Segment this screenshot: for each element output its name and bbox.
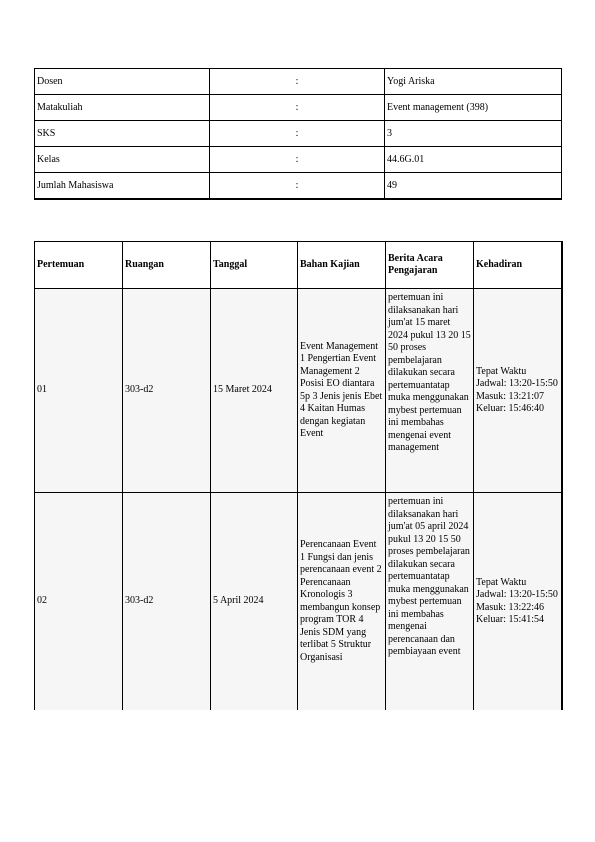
info-value: Event management (398) xyxy=(385,95,562,121)
cell-ruangan: 303-d2 xyxy=(123,493,211,711)
cell-kehadiran xyxy=(474,289,562,493)
info-label: SKS xyxy=(35,121,210,147)
info-value: 49 xyxy=(385,173,562,200)
cell-kehadiran xyxy=(474,493,562,711)
cell-berita-acara: pertemuan ini dilaksanakan hari jum'at 05 april 2024 pukul 13 20 15 50 proses pembelajaran dilakukan secara pertemuantatap muka menggunakan mybest pertemuan ini membahas mengenai perencanaan dan pembiayaan event xyxy=(386,493,474,711)
cell-bahan-kajian: Perencanaan Event 1 Fungsi dan jenis perencanaan event 2 Perencanaan Kronologis 3 membangun konsep program TOR 4 Jenis SDM yang terlibat 5 Struktur Organisasi xyxy=(298,493,386,711)
info-separator: : xyxy=(210,69,385,95)
info-label: Kelas xyxy=(35,147,210,173)
header-pertemuan: Pertemuan xyxy=(35,242,123,289)
header-tanggal: Tanggal xyxy=(211,242,298,289)
kehadiran-jadwal: Jadwal: 13:20-15:50 xyxy=(476,378,558,389)
cell-pertemuan: 01 xyxy=(35,289,123,493)
info-label: Dosen xyxy=(35,69,210,95)
info-row-dosen xyxy=(35,69,562,95)
info-label: Matakuliah xyxy=(35,95,210,121)
info-separator: : xyxy=(210,147,385,173)
cell-ruangan: 303-d2 xyxy=(123,289,211,493)
info-value: 44.6G.01 xyxy=(385,147,562,173)
table-row xyxy=(35,493,562,711)
info-row-sks xyxy=(35,121,562,147)
kehadiran-status: Tepat Waktu xyxy=(476,365,527,377)
info-separator: : xyxy=(210,95,385,121)
cell-tanggal: 15 Maret 2024 xyxy=(211,289,298,493)
info-value: Yogi Ariska xyxy=(385,69,562,95)
cell-berita-acara: pertemuan ini dilaksanakan hari jum'at 15 maret 2024 pukul 13 20 15 50 proses pembelajaran dilakukan secara pertemuantatap muka menggunakan mybest pertemuan ini membahas mengenai event management xyxy=(386,289,474,493)
kehadiran-masuk: Masuk: 13:22:46 xyxy=(476,601,545,613)
kehadiran-masuk: Masuk: 13:21:07 xyxy=(476,390,545,402)
info-row-matakuliah xyxy=(35,95,562,121)
header-bahan-kajian: Bahan Kajian xyxy=(298,242,386,289)
header-kehadiran: Kehadiran xyxy=(474,242,562,289)
kehadiran-keluar: Keluar: 15:41:54 xyxy=(476,614,545,625)
course-info-table xyxy=(34,68,562,200)
kehadiran-keluar: Keluar: 15:46:40 xyxy=(476,403,545,414)
attendance-table xyxy=(34,241,563,710)
table-row xyxy=(35,289,562,493)
info-value: 3 xyxy=(385,121,562,147)
table-header-row xyxy=(35,242,562,289)
header-berita-acara: Berita Acara Pengajaran xyxy=(386,242,474,289)
header-ruangan: Ruangan xyxy=(123,242,211,289)
info-separator: : xyxy=(210,121,385,147)
info-row-kelas xyxy=(35,147,562,173)
kehadiran-jadwal: Jadwal: 13:20-15:50 xyxy=(476,589,558,600)
kehadiran-status: Tepat Waktu xyxy=(476,576,527,588)
cell-bahan-kajian: Event Management 1 Pengertian Event Management 2 Posisi EO diantara 5p 3 Jenis jenis Ebet 4 Kaitan Humas dengan kegiatan Event xyxy=(298,289,386,493)
cell-tanggal: 5 April 2024 xyxy=(211,493,298,711)
info-row-jumlah-mahasiswa xyxy=(35,173,562,200)
info-label: Jumlah Mahasiswa xyxy=(35,173,210,200)
info-separator: : xyxy=(210,173,385,200)
cell-pertemuan: 02 xyxy=(35,493,123,711)
